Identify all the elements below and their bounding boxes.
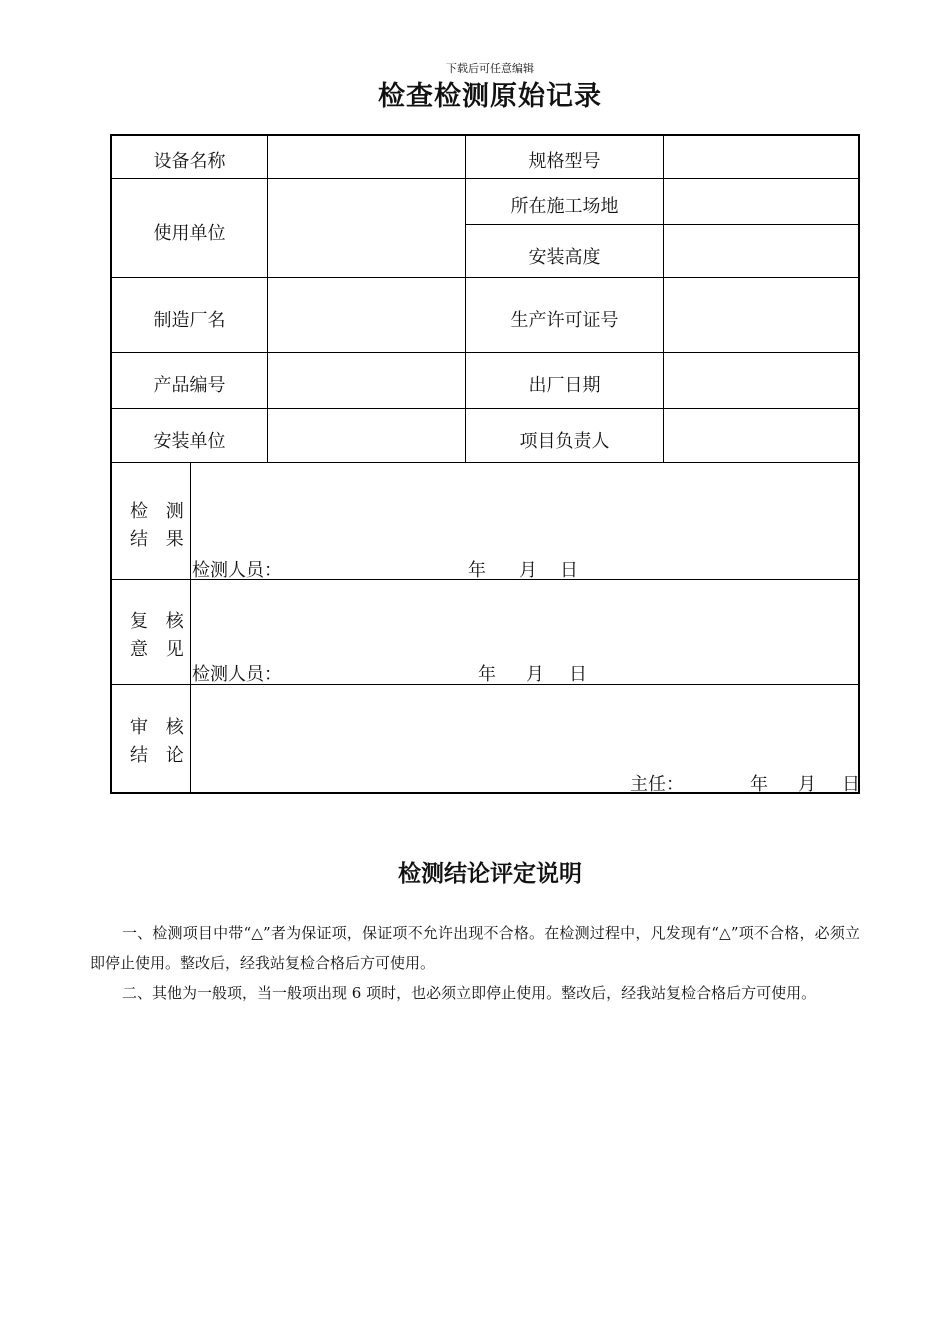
result-label: 检 测 结 果 xyxy=(130,501,190,550)
device-name-label: 设备名称 xyxy=(153,151,226,172)
review-month-label: 月 xyxy=(526,664,544,685)
record-table xyxy=(110,134,860,794)
factory-date-label: 出厂日期 xyxy=(528,375,601,396)
director-label: 主任： xyxy=(630,774,684,795)
spec-model-label: 规格型号 xyxy=(528,151,601,172)
factory-date-field[interactable] xyxy=(664,353,858,408)
install-height-label: 安装高度 xyxy=(528,246,601,268)
document-title: 检查检测原始记录 xyxy=(378,81,602,112)
site-label: 所在施工场地 xyxy=(510,195,619,217)
install-unit-label: 安装单位 xyxy=(153,431,226,452)
paragraph-2: 二、其他为一般项，当一般项出现 6 项时，也必须立即停止使用。整改后，经我站复检合格后方可使用。 xyxy=(122,984,817,1002)
result-month-label: 月 xyxy=(519,560,537,581)
device-name-field[interactable] xyxy=(268,136,465,178)
review-day-label: 日 xyxy=(569,664,587,685)
review-inspector-label: 检测人员： xyxy=(192,664,282,685)
result-year-label: 年 xyxy=(468,560,486,581)
install-unit-field[interactable] xyxy=(268,409,465,462)
section-title: 检测结论评定说明 xyxy=(398,861,582,887)
header-note: 下载后可任意编辑 xyxy=(446,62,534,75)
project-leader-label: 项目负责人 xyxy=(519,431,610,452)
manufacturer-field[interactable] xyxy=(268,278,465,352)
license-no-field[interactable] xyxy=(664,278,858,352)
product-no-field[interactable] xyxy=(268,353,465,408)
result-inspector-label: 检测人员： xyxy=(192,560,282,581)
license-no-label: 生产许可证号 xyxy=(510,310,619,331)
paragraph-1: 一、检测项目中带“△”者为保证项，保证项不允许出现不合格。在检测过程中，凡发现有“△”项不合格，必须立即停止使用。整改后，经我站复检合格后方可使用。 xyxy=(90,924,860,972)
user-unit-field[interactable] xyxy=(268,179,465,277)
result-day-label: 日 xyxy=(560,560,578,581)
product-no-label: 产品编号 xyxy=(153,375,226,396)
audit-month-label: 月 xyxy=(798,774,816,795)
audit-label: 审 核 结 论 xyxy=(130,717,190,766)
review-label: 复 核 意 见 xyxy=(130,611,190,660)
site-field[interactable] xyxy=(664,179,858,224)
audit-year-label: 年 xyxy=(750,774,768,795)
audit-day-label: 日 xyxy=(842,774,860,795)
review-year-label: 年 xyxy=(478,664,496,685)
spec-model-field[interactable] xyxy=(664,136,858,178)
manufacturer-label: 制造厂名 xyxy=(153,310,226,331)
user-unit-label: 使用单位 xyxy=(153,223,226,244)
install-height-field[interactable] xyxy=(664,225,858,277)
project-leader-field[interactable] xyxy=(664,409,858,462)
